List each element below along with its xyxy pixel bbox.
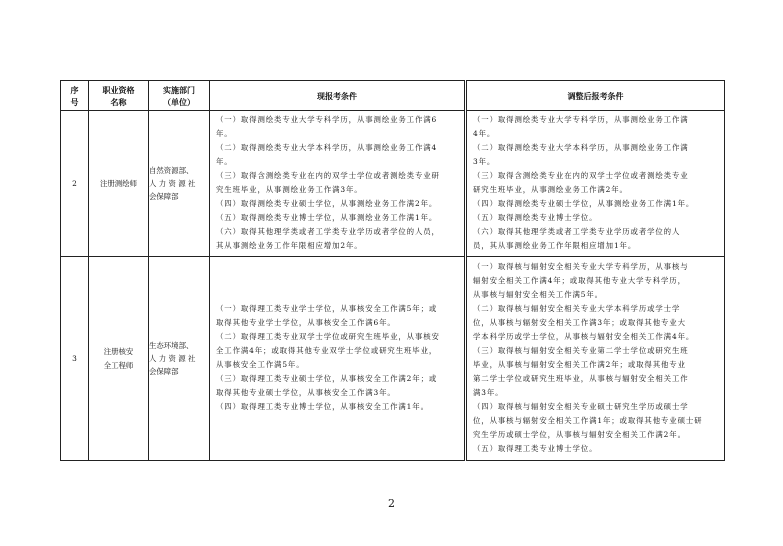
- row-qualification-name: [89, 111, 149, 257]
- condition-line: 究生学历或硕士学位，从事核与辐射安全相关工作满2年。: [473, 430, 686, 439]
- row-adjusted-conditions: [466, 111, 725, 257]
- condition-line: （四）取得核与辐射安全相关专业硕士研究生学历或硕士学: [473, 402, 689, 411]
- condition-line: 年。: [216, 157, 233, 166]
- condition-line: 毕业，从事核与辐射安全相关工作满2年；或取得其他专业: [473, 360, 686, 369]
- row-department: [149, 257, 210, 461]
- condition-line: 员，其从事测绘业务工作年限相应增加1年。: [473, 241, 637, 250]
- header-current-conditions: 现报考条件: [210, 81, 466, 111]
- row-qualification-name: [89, 257, 149, 461]
- condition-line: （三）取得核与辐射安全相关专业第二学士学位或研究生班: [473, 346, 689, 355]
- condition-line: 取得其他专业硕士学位，从事核安全工作满3年。: [216, 388, 396, 397]
- table-row: [61, 257, 725, 461]
- condition-line: 第二学士学位或研究生班毕业，从事核与辐射安全相关工作: [473, 374, 689, 383]
- condition-line: 取得其他专业学士学位，从事核安全工作满6年。: [216, 318, 396, 327]
- row-current-conditions: [210, 111, 466, 257]
- table-header-row: [61, 81, 725, 111]
- condition-line: 3年。: [473, 157, 496, 166]
- condition-line: （三）取得含测绘类专业在内的双学士学位或者测绘类专业: [473, 171, 689, 180]
- page-number: 2: [388, 497, 395, 510]
- header-qualification-name: [89, 81, 149, 111]
- condition-line: （五）取得测绘类专业博士学位，从事测绘业务工作满1年。: [216, 213, 438, 222]
- row-current-conditions: [210, 257, 466, 461]
- condition-line: （三）取得理工类专业硕士学位，从事核安全工作满2年；或: [216, 374, 438, 383]
- condition-line: （四）取得测绘类专业硕士学位，从事测绘业务工作满1年。: [473, 199, 695, 208]
- header-adjusted-conditions: 调整后报考条件: [466, 81, 725, 111]
- row-serial-number: 3: [61, 257, 89, 461]
- condition-line: 满3年。: [473, 388, 504, 397]
- table-row: [61, 111, 725, 257]
- condition-line: （一）取得核与辐射安全相关专业大学专科学历，从事核与: [473, 262, 689, 271]
- condition-line: （一）取得测绘类专业大学专科学历，从事测绘业务工作满6: [216, 115, 438, 124]
- condition-line: 辐射安全相关工作满4年；或取得其他专业大学专科学历，: [473, 276, 686, 285]
- department-line: 会保障部: [149, 192, 179, 201]
- department-line: 生态环境部、: [149, 341, 194, 350]
- department-line: 人 力 资 源 社: [149, 179, 196, 188]
- condition-line: （四）取得测绘类专业硕士学位，从事测绘业务工作满2年。: [216, 199, 438, 208]
- header-department-line-1: 实施部门: [163, 84, 195, 95]
- condition-line: （一）取得测绘类专业大学专科学历，从事测绘业务工作满: [473, 115, 689, 124]
- row-serial-number: 2: [61, 111, 89, 257]
- department-line: 会保障部: [149, 367, 179, 376]
- condition-line: （五）取得理工类专业博士学位。: [473, 444, 598, 453]
- condition-line: （五）取得测绘类专业博士学位。: [473, 213, 598, 222]
- condition-line: 位，从事核与辐射安全相关工作满3年；或取得其他专业大: [473, 318, 686, 327]
- header-serial-line-1: 序: [70, 84, 79, 95]
- condition-line: （二）取得理工类专业双学士学位或研究生班毕业，从事核安: [216, 332, 440, 341]
- condition-line: 研究生班毕业，从事测绘业务工作满2年。: [473, 185, 628, 194]
- header-qualification-line-1: 职业资格: [102, 84, 135, 95]
- header-serial-line-2: 号: [70, 96, 79, 107]
- condition-line: 从事核安全工作满5年。: [216, 360, 305, 369]
- condition-line: 全工作满4年；或取得其他专业双学士学位或研究生班毕业，: [216, 346, 438, 355]
- header-serial-number: [61, 81, 89, 111]
- condition-line: 究生班毕业，从事测绘业务工作满3年。: [216, 185, 363, 194]
- qualification-name-line: 注册测绘师: [100, 178, 137, 188]
- condition-line: （六）取得其他理学类或者工学类专业学历或者学位的人员，: [216, 227, 440, 236]
- department-line: 人 力 资 源 社: [149, 354, 196, 363]
- row-adjusted-conditions: [466, 257, 725, 461]
- condition-line: （三）取得含测绘类专业在内的双学士学位或者测绘类专业研: [216, 171, 440, 180]
- qualification-table: [60, 80, 725, 461]
- header-department: [149, 81, 210, 111]
- header-department-line-2: （单位）: [163, 96, 195, 107]
- qualification-name-line: 全工程师: [103, 360, 134, 370]
- condition-line: 其从事测绘业务工作年限相应增加2年。: [216, 241, 363, 250]
- department-line: 自然资源部、: [149, 166, 194, 175]
- qualification-name-line: 注册核安: [103, 346, 134, 356]
- condition-line: （六）取得其他理学类或者工学类专业学历或者学位的人: [473, 227, 681, 236]
- condition-line: 位，从事核与辐射安全相关工作满1年；或取得其他专业硕士研: [473, 416, 703, 425]
- condition-line: （四）取得理工类专业博士学位，从事核安全工作满1年。: [216, 402, 429, 411]
- condition-line: （二）取得测绘类专业大学本科学历，从事测绘业务工作满4: [216, 143, 438, 152]
- condition-line: （二）取得核与辐射安全相关专业大学本科学历或学士学: [473, 304, 681, 313]
- condition-line: 年。: [216, 129, 233, 138]
- header-qualification-line-2: 名称: [110, 96, 127, 107]
- condition-line: 学本科学历或学士学位，从事核与辐射安全相关工作满4年。: [473, 332, 695, 341]
- condition-line: 从事核与辐射安全相关工作满5年。: [473, 290, 603, 299]
- condition-line: （一）取得理工类专业学士学位，从事核安全工作满5年；或: [216, 304, 438, 313]
- condition-line: 4年。: [473, 129, 496, 138]
- condition-line: （二）取得测绘类专业大学本科学历，从事测绘业务工作满: [473, 143, 689, 152]
- row-department: [149, 111, 210, 257]
